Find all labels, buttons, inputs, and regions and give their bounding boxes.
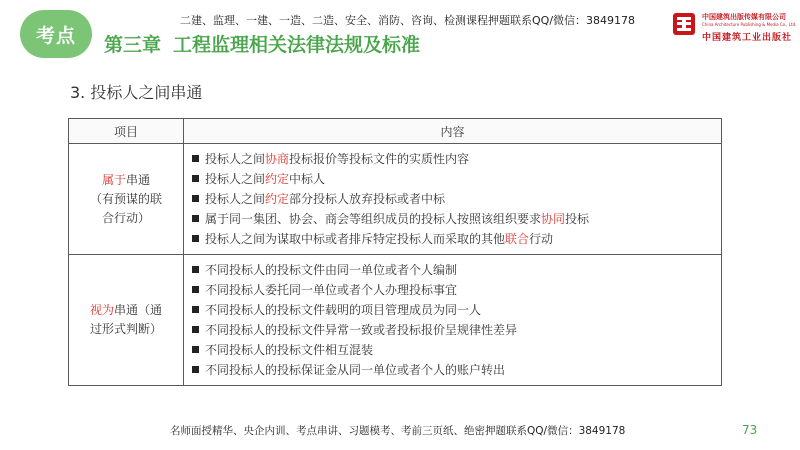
item-text: 投标 — [565, 212, 590, 226]
category-label: 串通 — [126, 172, 151, 187]
header-promo-text: 二建、监理、一建、一造、二造、安全、消防、咨询、检测课程押题联系QQ/微信：3849178 — [180, 14, 636, 27]
chapter-number: 第三章 — [104, 34, 162, 56]
topic-badge-label: 考点 — [35, 24, 76, 47]
publisher-name: 中国建筑出版传媒有限公司 — [702, 13, 786, 21]
list-item — [192, 340, 713, 360]
table-row — [69, 255, 722, 386]
item-text: 部分投标人放弃投标或者中标 — [289, 192, 446, 206]
topic-badge — [20, 10, 92, 58]
item-text: 投标人之间为谋取中标或者排斥特定投标人而采取的其他 — [205, 232, 506, 246]
item-text: 行动 — [529, 232, 554, 246]
item-text: 不同投标人的投标文件由同一单位或者个人编制 — [205, 263, 458, 277]
publisher-logo — [672, 10, 797, 46]
item-text: 中标人 — [289, 172, 326, 186]
bullet-square-icon — [192, 235, 199, 242]
table-header-content: 内容 — [184, 119, 722, 144]
category-note-line: 合行动） — [101, 210, 150, 225]
page-number: 73 — [742, 423, 758, 437]
category-note-line: （有预谋的联 — [89, 191, 162, 206]
item-text: 投标人之间 — [205, 152, 266, 166]
item-text: 投标报价等投标文件的实质性内容 — [289, 152, 470, 166]
bullet-square-icon — [192, 215, 199, 222]
bullet-square-icon — [192, 366, 199, 373]
row-content-cell — [184, 255, 722, 386]
category-label: 串通（通 — [114, 303, 163, 317]
item-text: 不同投标人的投标文件异常一致或者投标报价呈规律性差异 — [205, 323, 518, 337]
chapter-title: 工程监理相关法律法规及标准 — [173, 34, 421, 56]
row-category-cell — [69, 255, 184, 386]
bullet-square-icon — [192, 326, 199, 333]
list-item — [192, 189, 713, 209]
list-item — [192, 149, 713, 169]
bullet-list — [192, 260, 713, 380]
section-title: 3. 投标人之间串通 — [70, 83, 203, 102]
bullet-square-icon — [192, 195, 199, 202]
item-text: 投标人之间 — [205, 192, 266, 206]
item-text: 不同投标人委托同一单位或者个人办理投标事宜 — [205, 283, 458, 297]
list-item — [192, 320, 713, 340]
row-content-cell — [184, 144, 722, 255]
bullet-square-icon — [192, 155, 199, 162]
list-item — [192, 260, 713, 280]
item-text: 不同投标人的投标保证金从同一单位或者个人的账户转出 — [205, 363, 506, 377]
item-keyword: 约定 — [265, 172, 290, 186]
category-keyword: 属于 — [101, 172, 126, 187]
item-keyword: 约定 — [265, 192, 290, 206]
publisher-logo-icon — [672, 12, 696, 36]
chapter-heading — [104, 30, 420, 57]
bullet-list — [192, 149, 713, 249]
list-item — [192, 169, 713, 189]
footer-promo-text: 名师面授精华、央企内训、考点串讲、习题模考、考前三页纸、绝密押题联系QQ/微信：3849178 — [170, 425, 626, 437]
collusion-table — [68, 118, 722, 386]
item-keyword: 协商 — [265, 152, 290, 166]
table-header-item: 项目 — [69, 119, 184, 144]
table-row — [69, 144, 722, 255]
row-category-cell — [69, 144, 184, 255]
list-item — [192, 229, 713, 249]
publisher-press-name: 中国建筑工业出版社 — [702, 33, 793, 43]
table-header-row — [69, 119, 722, 144]
bullet-square-icon — [192, 175, 199, 182]
item-text: 不同投标人的投标文件相互混装 — [205, 343, 374, 357]
item-text: 不同投标人的投标文件载明的项目管理成员为同一人 — [205, 303, 482, 317]
publisher-name-en: China Architecture Publishing & Media Co., Ltd. — [702, 22, 797, 27]
category-note-line: 过形式判断） — [89, 322, 162, 336]
list-item — [192, 300, 713, 320]
bullet-square-icon — [192, 286, 199, 293]
item-text: 属于同一集团、协会、商会等组织成员的投标人按照该组织要求 — [205, 212, 542, 226]
item-text: 投标人之间 — [205, 172, 266, 186]
list-item — [192, 360, 713, 380]
item-keyword: 联合 — [505, 232, 530, 246]
bullet-square-icon — [192, 266, 199, 273]
list-item — [192, 209, 713, 229]
bullet-square-icon — [192, 346, 199, 353]
bullet-square-icon — [192, 306, 199, 313]
item-keyword: 协同 — [541, 212, 566, 226]
list-item — [192, 280, 713, 300]
category-keyword: 视为 — [89, 303, 114, 317]
